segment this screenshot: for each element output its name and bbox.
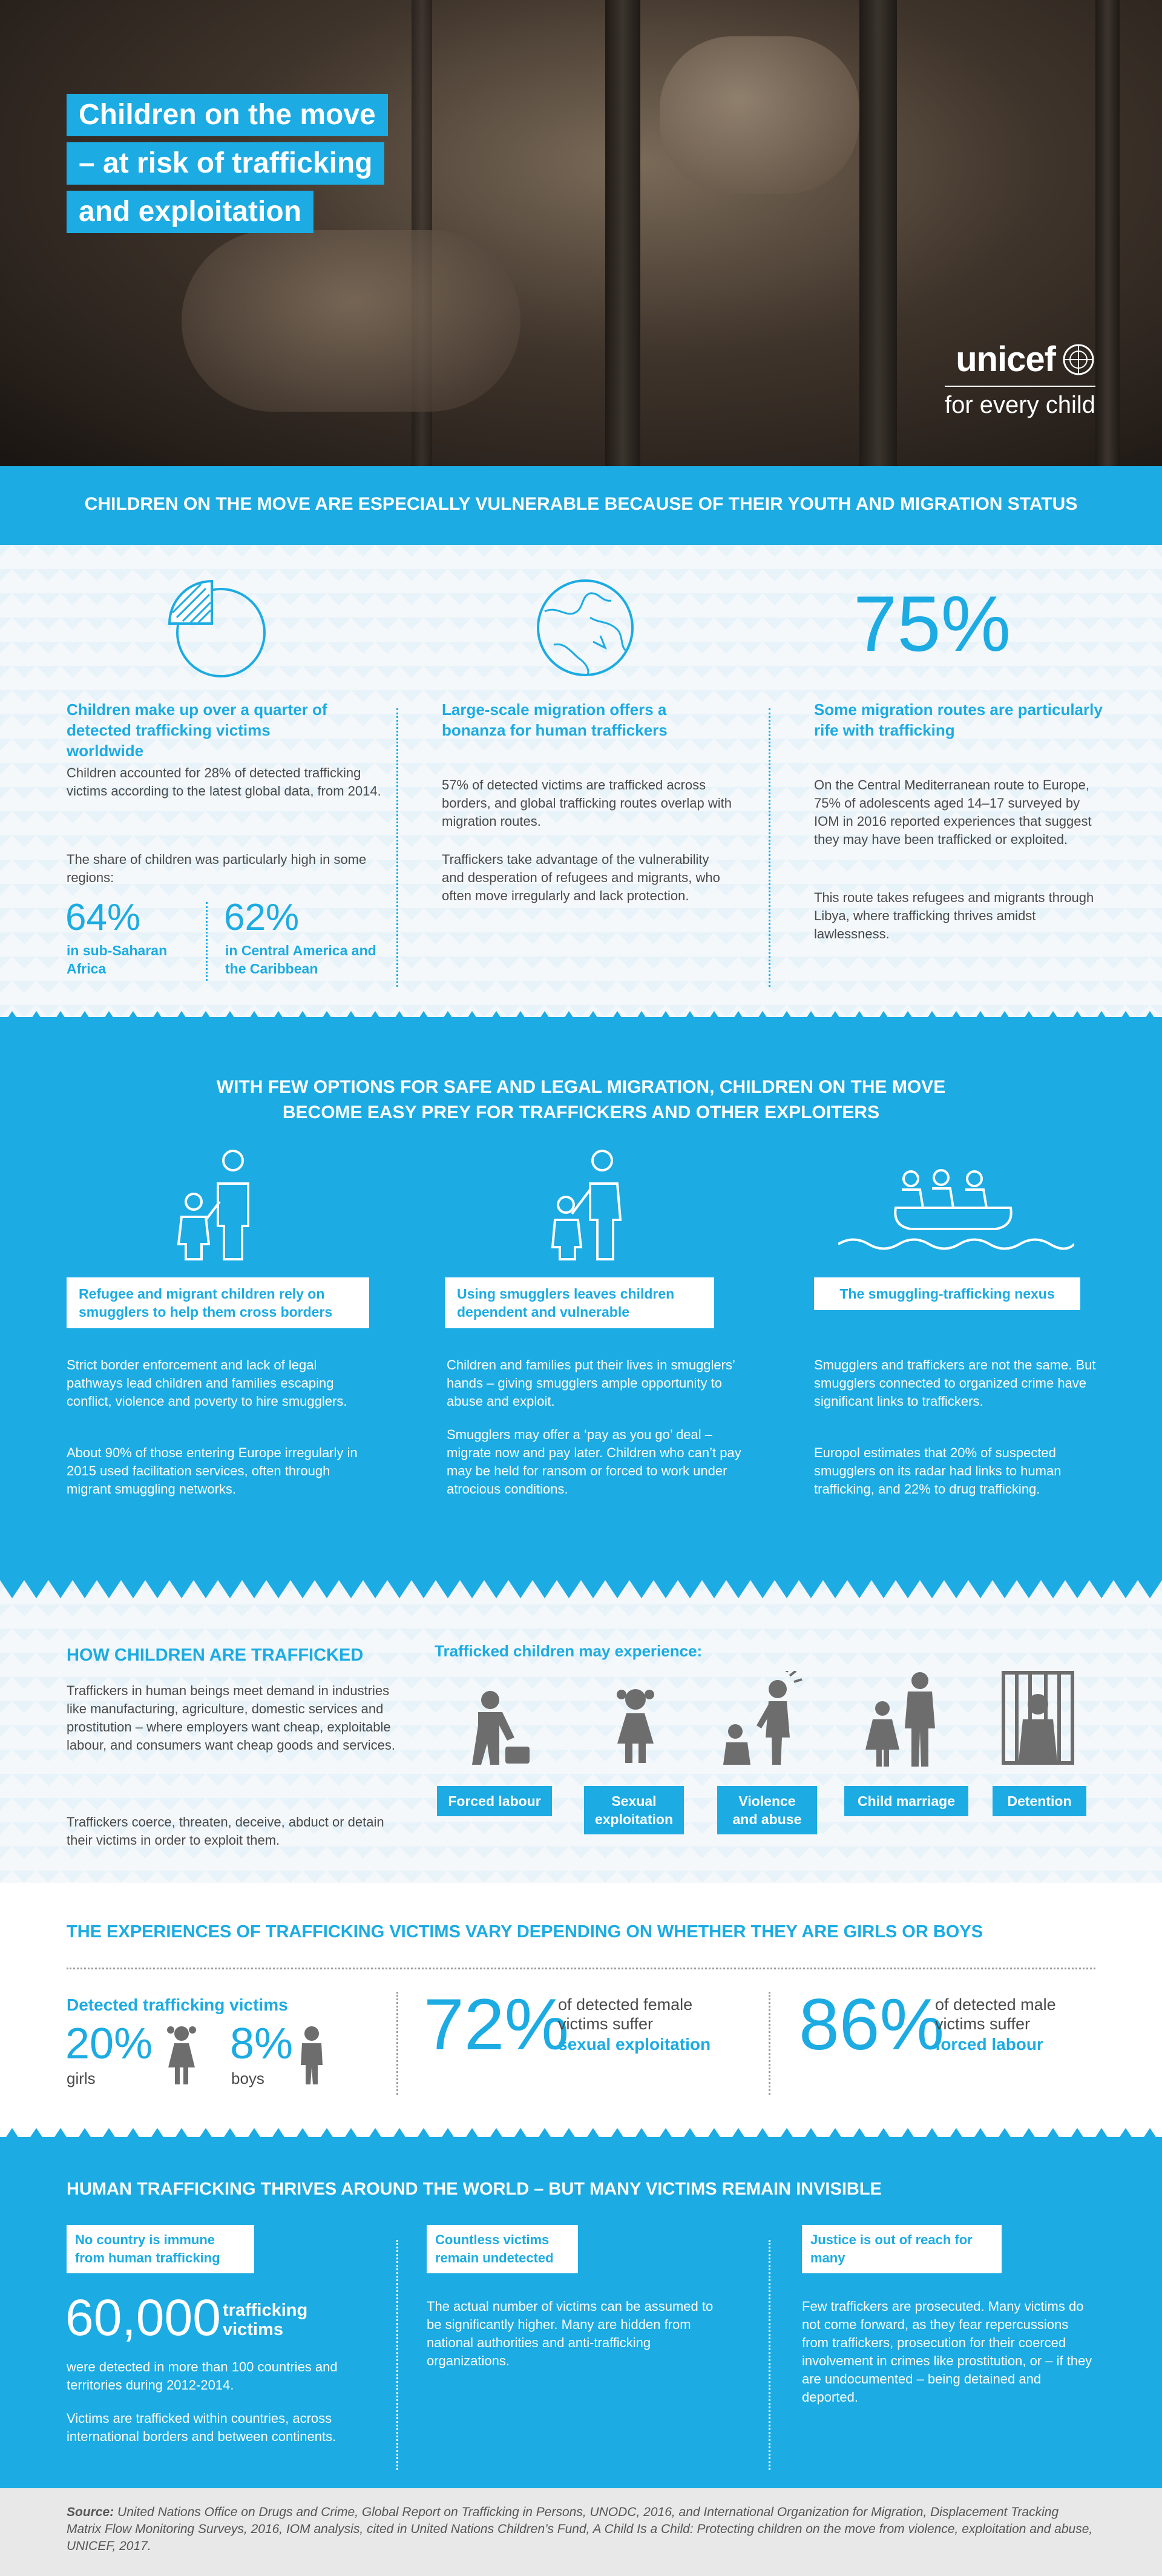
col2-paragraph-2: Traffickers take advantage of the vulnerability and desperation of refugees and migrants, who often move irregularly and lack protection. [442, 852, 720, 903]
boat-icon [838, 1165, 1074, 1256]
section5-col1-paragraph-2: Victims are trafficked within countries, across international borders and between continents. [67, 2411, 336, 2444]
section2-heading-line-1: WITH FEW OPTIONS FOR SAFE AND LEGAL MIGRATION, CHILDREN ON THE MOVE [216, 1077, 946, 1097]
hero-title-line-1: Children on the move [67, 94, 388, 136]
section3-heading: HOW CHILDREN ARE TRAFFICKED [67, 1645, 364, 1665]
violence-abuse-icon [714, 1671, 805, 1768]
unicef-emblem-icon [1062, 343, 1095, 377]
hand-graphic [660, 36, 859, 194]
section5-col2-label: Countless victims remain undetected [427, 2225, 578, 2273]
girls-value: 20% [65, 2020, 153, 2068]
section2-col2-label: Using smugglers leaves children dependent and vulnerable [445, 1277, 714, 1328]
experience-heading: Trafficked children may experience: [435, 1642, 703, 1660]
hero-title-line-3: and exploitation [67, 191, 313, 233]
source-text: United Nations Office on Drugs and Crime, Global Report on Trafficking in Persons, UNODC, 2016, and International Organization for Migration, Displacement Tracking Matrix Flow Monitoring Surveys, 2016, IOM analysis, cited in United Nations Children’s Fund, A Child Is a Child: Protecting children on the move from violence, exploitation and abuse, UNICEF, 2017. [67, 2505, 1093, 2553]
section2-col2-paragraph-1: Children and families put their lives in smugglers’ hands – giving smugglers ample opportunity to abuse and exploit. [447, 1357, 735, 1409]
section2-col1-label: Refugee and migrant children rely on smugglers to help them cross borders [67, 1277, 369, 1328]
section2-col1-paragraph-1: Strict border enforcement and lack of legal pathways lead children and families escaping conflict, violence and poverty to hire smugglers. [67, 1357, 347, 1409]
boys-value: 8% [230, 2020, 294, 2068]
col3-paragraph-1: On the Central Mediterranean route to Europe, 75% of adolescents aged 14–17 surveyed by IOM in 2016 reported experiences that suggest they may have been trafficked or exploited. [814, 777, 1092, 847]
stat-central-america-label: in Central America and the Caribbean [225, 943, 376, 977]
divider [67, 1968, 1095, 1969]
victims-big-value: 60,000 [65, 2289, 221, 2346]
logo-wordmark: unicef [956, 340, 1055, 379]
boys-label: boys [231, 2069, 264, 2087]
hero-banner [0, 0, 1162, 466]
col1-paragraph-2: The share of children was particularly high in some regions: [67, 852, 367, 885]
section5-col3-label: Justice is out of reach for many [802, 2225, 1002, 2273]
source-label: Source: [67, 2505, 114, 2519]
section5-col1-label: No country is immune from human trafficking [67, 2225, 254, 2273]
section5-col3-paragraph-1: Few traffickers are prosecuted. Many victims do not come forward, as they fear repercussions from traffickers, prosecution for their coerced involvement in crimes like prostitution, or – if they are undocumented – being detained and deported. [802, 2299, 1092, 2405]
unicef-logo [945, 339, 1095, 419]
female-highlight: sexual exploitation [558, 2035, 711, 2054]
girls-label: girls [67, 2069, 96, 2087]
divider [769, 1992, 770, 2095]
section5-heading: HUMAN TRAFFICKING THRIVES AROUND THE WORLD – BUT MANY VICTIMS REMAIN INVISIBLE [67, 2179, 882, 2199]
section2-col1-paragraph-2: About 90% of those entering Europe irregularly in 2015 used facilitation services, often through migrant smuggling networks. [67, 1445, 358, 1497]
section2-heading [0, 1075, 1162, 1125]
zigzag-divider [0, 1005, 1162, 1029]
experience-sexual-exploitation: Sexual exploitation [584, 1786, 684, 1834]
section2-col2-paragraph-2: Smugglers may offer a ‘pay as you go’ deal – migrate now and pay later. Children who can’t pay may be held for ransom or forced to work under atrocious conditions. [447, 1427, 741, 1497]
divider [396, 2240, 398, 2470]
logo-tagline: for every child [945, 386, 1095, 419]
child-marriage-icon [859, 1671, 950, 1768]
section4-heading: THE EXPERIENCES OF TRAFFICKING VICTIMS VARY DEPENDING ON WHETHER THEY ARE GIRLS OR BOYS [67, 1922, 983, 1942]
section2-col3-label: The smuggling-trafficking nexus [814, 1277, 1080, 1310]
detected-victims-title: Detected trafficking victims [67, 1995, 288, 2014]
divider [206, 902, 208, 981]
zigzag-divider [0, 1580, 1162, 1604]
pie-chart-icon [163, 575, 269, 681]
smuggler-child-icon [542, 1147, 638, 1262]
col3-title: Some migration routes are particularly rife with trafficking [814, 700, 1103, 739]
divider [396, 1992, 398, 2095]
hand-graphic [182, 230, 520, 412]
globe-icon [533, 575, 638, 681]
col3-paragraph-2: This route takes refugees and migrants through Libya, where trafficking thrives amidst lawlessness. [814, 890, 1094, 941]
bar-graphic [605, 0, 640, 466]
parent-child-icon [166, 1147, 263, 1262]
col1-title: Children make up over a quarter of detected trafficking victims worldwide [67, 700, 327, 760]
experience-violence-abuse: Violence and abuse [717, 1786, 817, 1834]
male-value: 86% [799, 1984, 945, 2065]
stat-central-america-value: 62% [224, 897, 300, 938]
boy-icon [294, 2025, 330, 2086]
section5-col2-paragraph-1: The actual number of victims can be assumed to be significantly higher. Many are hidden from national authorities and anti-trafficking organizations. [427, 2299, 714, 2368]
col2-title: Large-scale migration offers a bonanza for human traffickers [442, 700, 668, 739]
victims-big-label: trafficking victims [223, 2301, 308, 2339]
col2-paragraph-1: 57% of detected victims are trafficked across borders, and global trafficking routes overlap with migration routes. [442, 777, 732, 829]
female-text: of detected female victims suffer [558, 1995, 693, 2033]
section2-col3-paragraph-1: Smugglers and traffickers are not the same. But smugglers connected to organized crime have significant links to traffickers. [814, 1357, 1096, 1409]
experience-forced-labour: Forced labour [437, 1786, 552, 1816]
divider [396, 708, 398, 987]
male-highlight: forced labour [935, 2035, 1043, 2054]
section2-col3-paragraph-2: Europol estimates that 20% of suspected smugglers on its radar had links to human trafficking, and 22% to drug trafficking. [814, 1445, 1062, 1497]
female-value: 72% [424, 1984, 570, 2065]
hero-title-line-2: – at risk of trafficking [67, 142, 384, 185]
experience-detention: Detention [993, 1786, 1086, 1816]
forced-labour-icon [448, 1689, 533, 1768]
male-text: of detected male victims suffer [935, 1995, 1056, 2033]
bar-graphic [1095, 0, 1120, 466]
sexual-exploitation-icon [608, 1686, 663, 1765]
section3-paragraph-1: Traffickers in human beings meet demand in industries like manufacturing, agriculture, domestic services and prostitution – where employers want cheap, exploitable labour, and consumers want cheap goods and services. [67, 1683, 395, 1753]
col3-big-stat: 75% [853, 579, 1011, 668]
source-footnote [0, 2488, 1162, 2576]
girl-icon [163, 2025, 200, 2086]
divider [769, 2240, 770, 2470]
stat-sub-saharan-label: in sub-Saharan Africa [67, 943, 168, 977]
section1-header [0, 466, 1162, 545]
zigzag-divider [0, 2122, 1162, 2146]
divider [769, 708, 770, 987]
section5-col1-paragraph-1: were detected in more than 100 countries and territories during 2012-2014. [67, 2359, 338, 2393]
section1-heading: CHILDREN ON THE MOVE ARE ESPECIALLY VULNERABLE BECAUSE OF THEIR YOUTH AND MIGRATION STATUS [84, 494, 1078, 514]
section2-heading-line-2: BECOME EASY PREY FOR TRAFFICKERS AND OTHER EXPLOITERS [282, 1102, 880, 1122]
section3-paragraph-2: Traffickers coerce, threaten, deceive, abduct or detain their victims in order to exploit them. [67, 1814, 384, 1848]
stat-sub-saharan-value: 64% [65, 897, 141, 938]
col1-paragraph-1: Children accounted for 28% of detected trafficking victims according to the latest global data, from 2014. [67, 765, 381, 799]
detention-icon [1002, 1671, 1074, 1765]
bar-graphic [859, 0, 897, 466]
experience-child-marriage: Child marriage [844, 1786, 968, 1816]
